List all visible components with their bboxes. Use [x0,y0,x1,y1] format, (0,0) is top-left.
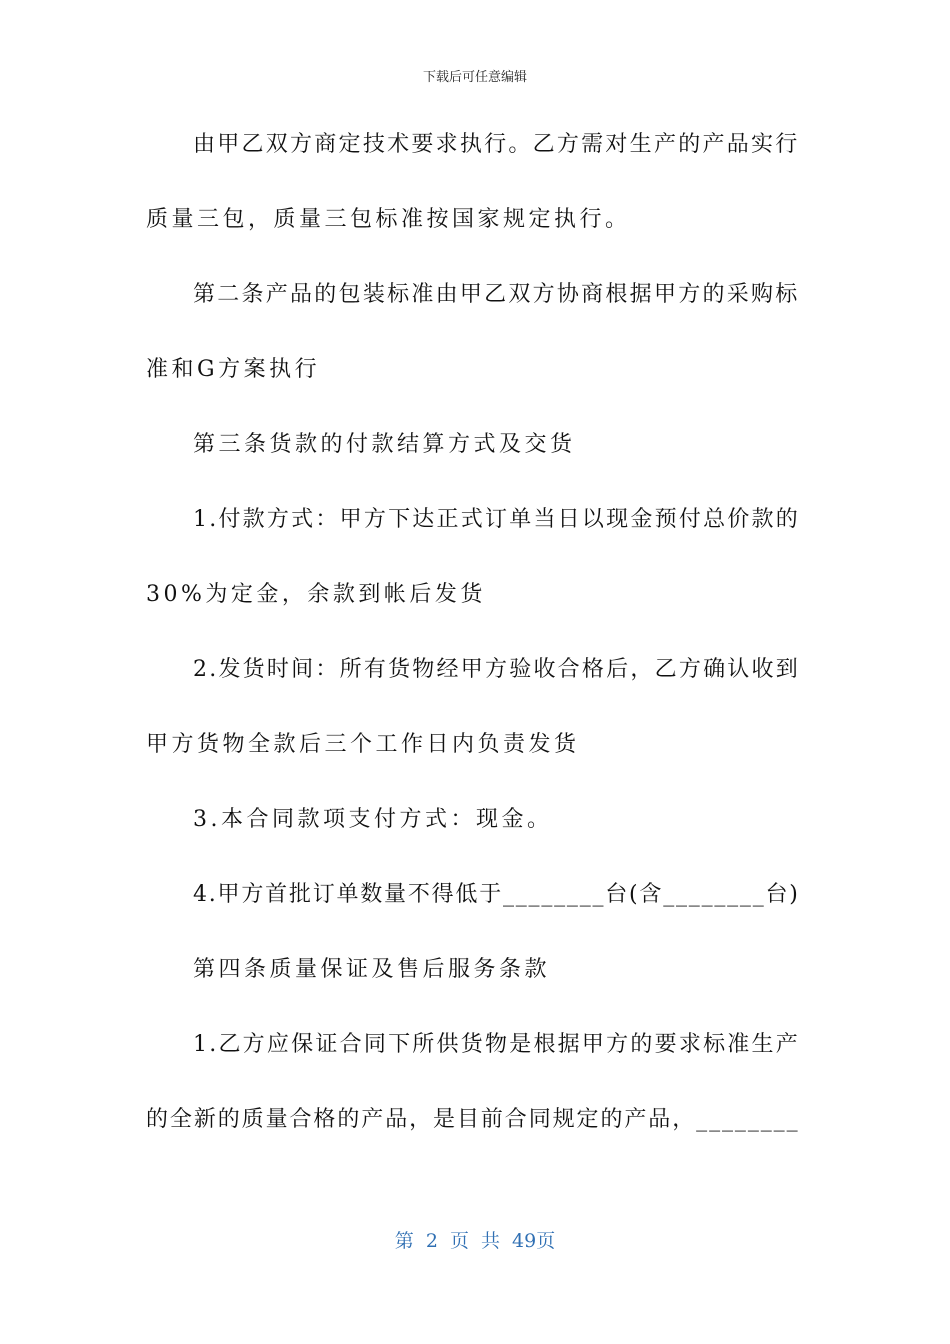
page-footer: 第 2 页 共 49页 [394,1230,556,1252]
body-line: 4.甲方首批订单数量不得低于________台(含________台) [193,882,800,907]
body-line: 30%为定金，余款到帐后发货 [146,582,486,607]
body-line: 第三条货款的付款结算方式及交货 [193,432,576,457]
body-line: 第二条产品的包装标准由甲乙双方协商根据甲方的采购标 [193,282,800,307]
body-line: 由甲乙双方商定技术要求执行。乙方需对生产的产品实行 [193,132,800,157]
body-line: 第四条质量保证及售后服务条款 [193,957,551,982]
page-header: 下载后可任意编辑 [422,70,527,85]
body-line: 1.乙方应保证合同下所供货物是根据甲方的要求标准生产 [193,1032,800,1057]
body-line: 3.本合同款项支付方式：现金。 [193,807,553,832]
body-line: 准和G方案执行 [146,357,321,382]
body-line: 2.发货时间：所有货物经甲方验收合格后，乙方确认收到 [193,657,800,682]
body-line: 1.付款方式：甲方下达正式订单当日以现金预付总价款的 [193,507,800,532]
body-line: 的全新的质量合格的产品，是目前合同规定的产品，________ [146,1107,800,1132]
body-line: 甲方货物全款后三个工作日内负责发货 [146,732,580,757]
body-line: 质量三包，质量三包标准按国家规定执行。 [146,207,631,232]
